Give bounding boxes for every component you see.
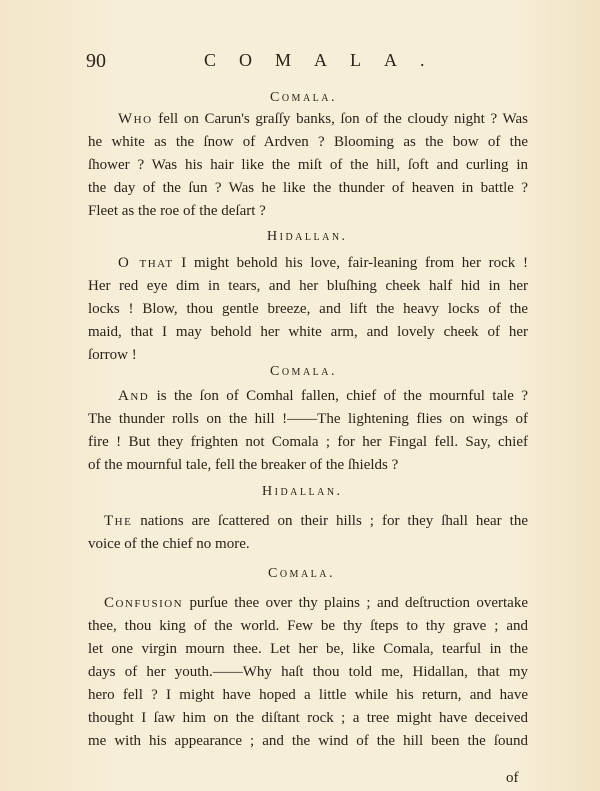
initial-word: The — [104, 513, 133, 529]
text-line: thought I ſaw him on the diſtant rock ; a tree might have deceived — [88, 710, 528, 726]
text-line: he white as the ſnow of Ardven ? Blooming as the bow of the — [88, 134, 528, 150]
text-line: me with his appearance ; and the wind of the hill been the ſound — [88, 733, 528, 749]
text-line: The nations are ſcattered on their hills ; for they ſhall hear the — [104, 513, 528, 529]
text-line: fire ! But they frighten not Comala ; for her Fingal fell. Say, chief — [88, 434, 528, 450]
initial-word: And — [118, 388, 150, 404]
running-title: COMALA. — [204, 50, 448, 70]
speech-paragraph — [88, 108, 528, 223]
text-line: Her red eye dim in tears, and her bluſhing cheek half hid in her — [88, 278, 528, 294]
text-line: the day of the ſun ? Was he like the thunder of heaven in battle ? — [88, 180, 528, 196]
text-line: ſhower ? Was his hair like the miſt of the hill, ſoft and curling in — [88, 157, 528, 173]
text-line: locks ! Blow, thou gentle breeze, and lift the heavy locks of the — [88, 301, 528, 317]
text-line: Fleet as the roe of the deſart ? — [88, 203, 266, 219]
text-line: days of her youth.——Why haſt thou told me, Hidallan, that my — [88, 664, 528, 680]
initial-word: O that — [118, 255, 174, 271]
text-line: O that I might behold his love, fair-leaning from her rock ! — [118, 255, 528, 271]
text-line: maid, that I may behold her white arm, and lovely cheek of her — [88, 324, 528, 340]
text-line: of the mournful tale, fell the breaker of the ſhields ? — [88, 457, 399, 473]
text-line: voice of the chief no more. — [88, 536, 250, 552]
catchword: of — [506, 770, 519, 786]
speaker-heading: Comala. — [270, 364, 338, 379]
speaker-heading: Hidallan. — [262, 484, 343, 499]
text-line: ſorrow ! — [88, 347, 137, 363]
text-line: hero fell ? I might have hoped a little while his return, and have — [88, 687, 528, 703]
speech-paragraph — [88, 592, 528, 753]
text-line: Who fell on Carun's graſſy banks, ſon of the cloudy night ? Was — [118, 111, 528, 127]
initial-word: Who — [118, 111, 153, 127]
speech-paragraph — [88, 510, 528, 556]
text-line: let one virgin mourn thee. Let her be, like Comala, tearful in the — [88, 641, 528, 657]
speaker-heading: Comala. — [270, 90, 338, 105]
text-line: Confusion purſue thee over thy plains ; and deſtruction overtake — [104, 595, 528, 611]
initial-word: Confusion — [104, 595, 184, 611]
speaker-heading: Hidallan. — [267, 229, 348, 244]
running-head — [86, 50, 526, 76]
text-line: And is the ſon of Comhal fallen, chief of the mournful tale ? — [118, 388, 528, 404]
text-line: The thunder rolls on the hill !——The lightening flies on wings of — [88, 411, 528, 427]
speaker-heading: Comala. — [268, 566, 336, 581]
page-number: 90 — [86, 50, 106, 72]
speech-paragraph — [88, 252, 528, 367]
speech-paragraph — [88, 385, 528, 477]
text-line: thee, thou king of the world. Few be thy ſteps to thy grave ; and — [88, 618, 528, 634]
